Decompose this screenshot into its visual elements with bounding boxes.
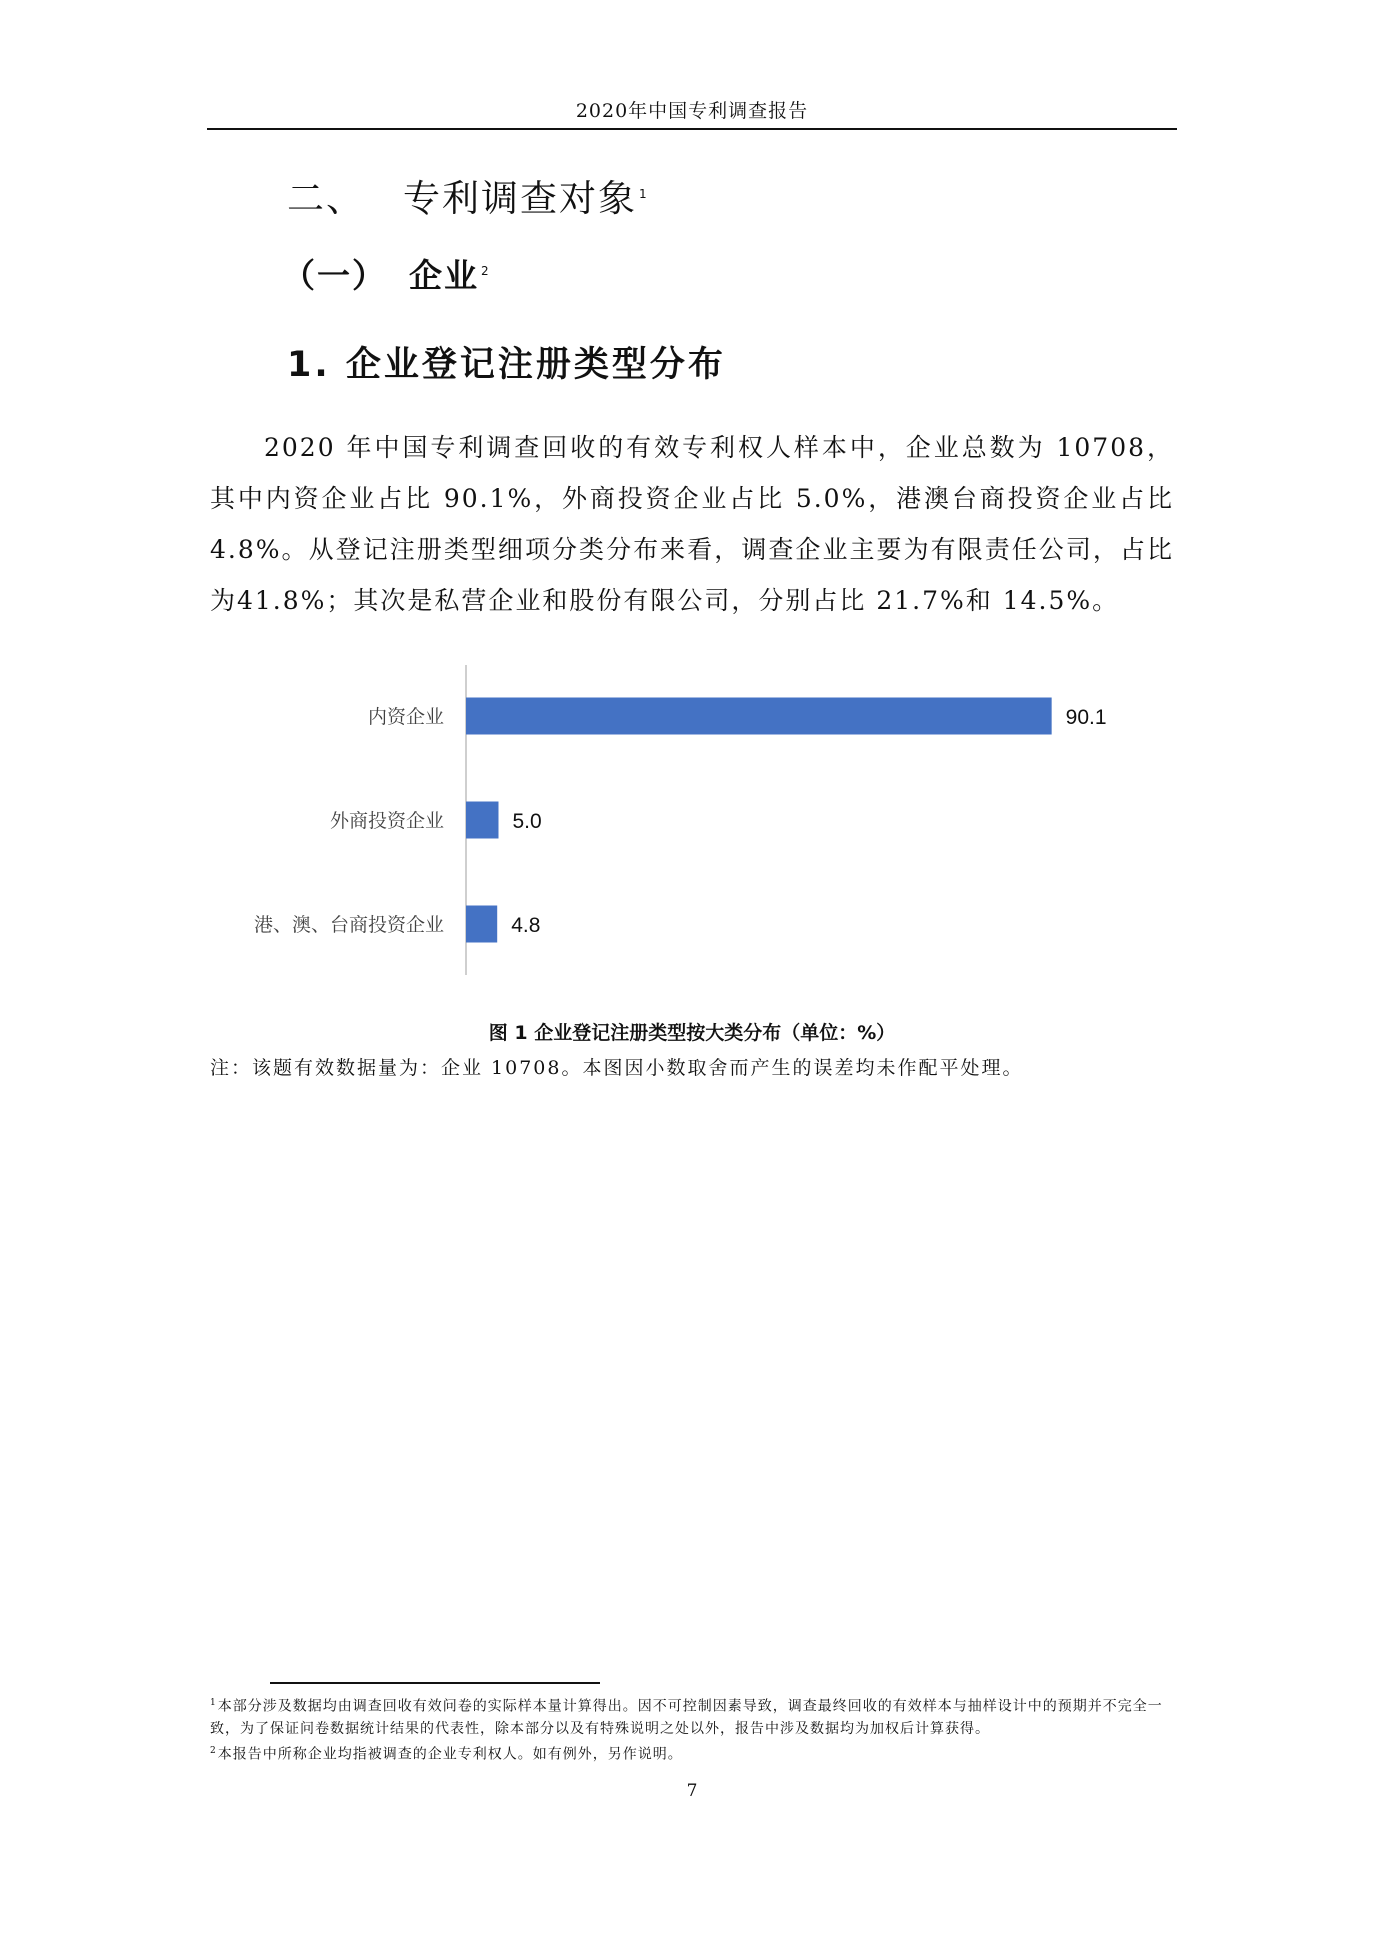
category-label-3: 港、澳、台商投资企业 bbox=[253, 914, 444, 936]
bar-1 bbox=[466, 698, 1052, 735]
footnote-2-text: 本报告中所称企业均指被调查的企业专利权人。如有例外，另作说明。 bbox=[217, 1746, 683, 1763]
page-number: 7 bbox=[686, 1781, 698, 1801]
value-label-3: 4.8 bbox=[511, 914, 541, 937]
section-title: 专利调查对象 bbox=[403, 177, 637, 220]
section-number: 二、 bbox=[287, 177, 365, 220]
bar-3 bbox=[466, 906, 497, 943]
bar-chart bbox=[200, 655, 1180, 985]
footnote-rule bbox=[270, 1682, 600, 1684]
figure-note: 注：该题有效数据量为：企业 10708。本图因小数取舍而产生的误差均未作配平处理。 bbox=[210, 1057, 1024, 1079]
running-header: 2020年中国专利调查报告 bbox=[575, 100, 809, 122]
footnote-ref-1: 1 bbox=[639, 186, 649, 201]
category-label-2: 外商投资企业 bbox=[329, 810, 444, 832]
footnotes bbox=[210, 1692, 1176, 1765]
category-label-1: 内资企业 bbox=[367, 706, 444, 728]
body-paragraph: 2020 年中国专利调查回收的有效专利权人样本中，企业总数为 10708，其中内资企业占比 90.1%，外商投资企业占比 5.0%，港澳台商投资企业占比 4.8%。从登记注册类型细项分类分布来看，调查企业主要为有限责任公司，占比为41.8%；其次是私营企业和股份有限公司，分别占比 21.7%和 14.5%。 bbox=[210, 433, 1174, 615]
bar-2 bbox=[466, 802, 499, 839]
footnote-ref-2: 2 bbox=[481, 264, 491, 278]
value-label-1: 90.1 bbox=[1065, 706, 1107, 729]
subsection-title: 企业 bbox=[409, 256, 479, 295]
footnote-1-marker: 1 bbox=[210, 1698, 217, 1708]
subsubsection-heading: 1. 企业登记注册类型分布 bbox=[287, 345, 726, 385]
figure-caption: 图 1 企业登记注册类型按大类分布（单位：%） bbox=[488, 1022, 896, 1044]
footnote-2 bbox=[210, 1740, 1176, 1766]
subsection-heading bbox=[282, 250, 491, 297]
value-label-2: 5.0 bbox=[512, 810, 542, 833]
header-rule bbox=[207, 128, 1177, 130]
footnote-1-text: 本部分涉及数据均由调查回收有效问卷的实际样本量计算得出。因不可控制因素导致，调查最终回收的有效样本与抽样设计中的预期并不完全一致，为了保证问卷数据统计结果的代表性，除本部分以及有特殊说明之处以外，报告中涉及数据均为加权后计算获得。 bbox=[210, 1698, 1163, 1737]
subsection-number: （一） bbox=[282, 256, 387, 295]
footnote-1 bbox=[210, 1692, 1176, 1740]
section-heading bbox=[287, 168, 649, 222]
footnote-2-marker: 2 bbox=[210, 1745, 217, 1756]
